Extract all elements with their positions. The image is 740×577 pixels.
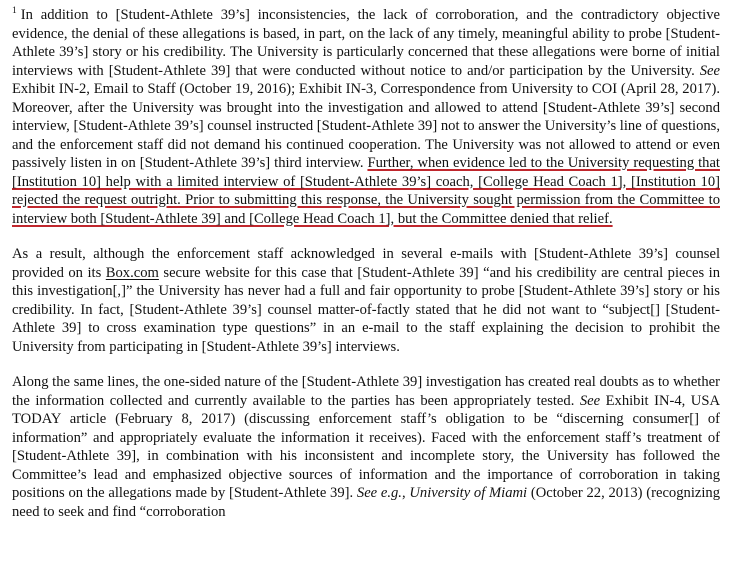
footnote-marker: 1 <box>12 6 17 17</box>
body-paragraph-2 <box>12 245 720 356</box>
citation-signal-see: See <box>699 62 720 79</box>
footnote-text-2: Exhibit IN-2, Email to Staff (October 19, 2016); Exhibit IN-3, Correspondence from University to COI (April 28, 2017). Moreover, after the University was brought into the investigation and allowed to attend [Student-Athlete 39’s] second interview, [Student-Athlete 39’s] counsel instructed [Student-Athlete 39] not to answer the University’s line of questions, and the enforcement staff did not demand his continued cooperation. The University was not allowed to attend or even passively listen in on [Student-Athlete 39’s] third interview. <box>12 81 720 171</box>
footnote-text-1: In addition to [Student-Athlete 39’s] inconsistencies, the lack of corroboration, and the contradictory objective evidence, the denial of these allegations is based, in part, on the lack of any timely, meaningful ability to probe [Student-Athlete 39’s] story or his credibility. The University is particularly concerned that these allegations were borne of initial interviews with [Student-Athlete 39] that were conducted without notice to and/or participation by the University. <box>12 7 720 79</box>
case-name: University of Miami <box>409 485 528 501</box>
para3-text-2: Exhibit IN-4, USA TODAY article (February 8, 2017) (discussing enforcement staff’s obligation to be “discerning consumer[] of information” and appropriately evaluate the information it receives). Faced with the enforcement staff’s treatment of [Student-Athlete 39], in combination with his inconsistent and incomplete story, the University has followed the Committee’s lead and emphasized objective sources of information and the importance of corroboration in taking positions on the allegations made by [Student-Athlete 39]. <box>12 392 720 501</box>
footnote-paragraph <box>12 6 720 228</box>
document-page <box>12 6 720 521</box>
citation-signal-see-eg: See e.g. <box>356 485 402 501</box>
underlined-passage: Further, when evidence led to the University requesting that [Institution 10] help with a limited interview of [Student-Athlete 39’s] coach, [College Head Coach 1], [Institution 10] rejected the request outright. Prior to submitting this response, the University sought permission from the Committee to interview both [Student-Athlete 39] and [College Head Coach 1], but the Committee denied that relief. <box>12 155 720 227</box>
box-com-link[interactable]: Box.com <box>105 264 159 281</box>
para2-text-1: As a result, although the enforcement staff acknowledged in several e-mails with [Student-Athlete 39’s] counsel provided on its <box>12 246 720 281</box>
para2-text-2: secure website for this case that [Student-Athlete 39] “and his credibility are central pieces in this investigation[,]” the University has never had a full and fair opportunity to probe [Student-Athlete 39’s] story or his credibility. In fact, [Student-Athlete 39’s] counsel matter-of-factly stated that he did not want to “subject[] [Student-Athlete 39] to cross examination type questions” in an e-mail to the staff explaining the decision to prohibit the University from participating in [Student-Athlete 39’s] interviews. <box>12 264 720 355</box>
para3-text-3: (October 22, 2013) (recognizing need to seek and find “corroboration <box>12 485 721 520</box>
body-paragraph-3 <box>12 373 720 521</box>
para3-comma: , <box>401 485 410 501</box>
citation-signal-see: See <box>579 392 601 409</box>
para3-text-1: Along the same lines, the one-sided nature of the [Student-Athlete 39] investigation has created real doubts as to whether the information collected and currently available to the parties has been appropriately tested. <box>12 374 720 409</box>
